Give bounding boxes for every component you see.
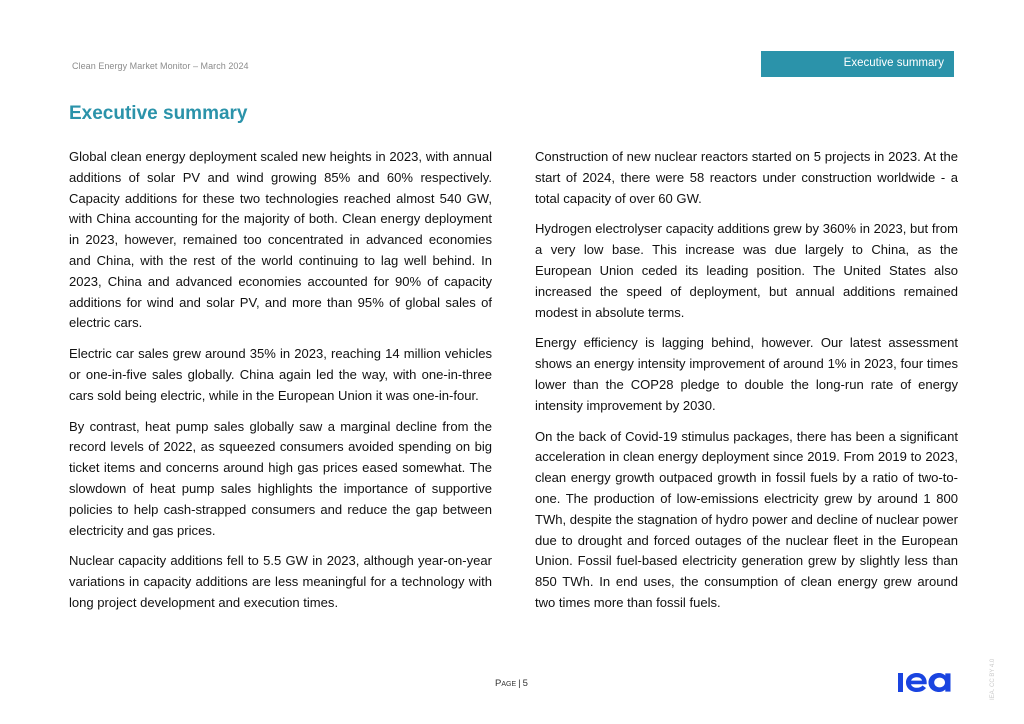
paragraph-energy-efficiency: Energy efficiency is lagging behind, however. Our latest assessment shows an energy intensity improvement of around 1% in 2023, four times lower than the COP28 pledge to double the long-run rate of energy intensity improvement by 2030.: [535, 335, 958, 413]
paragraph-clean-energy-deployment: Global clean energy deployment scaled new heights in 2023, with annual additions of solar PV and wind growing 85% and 60% respectively. Capacity additions for these two technologies reached almost 540 GW, with China accounting for the majority of both. Clean energy deployment in 2023, however, remained too concentrated in advanced economies and China, with the rest of the world continuing to lag well behind. In 2023, China and advanced economies accounted for 90% of capacity additions for wind and solar PV, and more than 95% of global sales of electric cars.: [69, 149, 492, 331]
paragraph-electric-cars: Electric car sales grew around 35% in 2023, reaching 14 million vehicles or one-in-five sales globally. China again led the way, with one-in-three cars sold being electric, while in the European Union it was one-in-four.: [69, 346, 492, 403]
left-column: [69, 147, 492, 624]
page-separator: |: [518, 678, 521, 689]
section-tab: Executive summary: [761, 51, 954, 77]
running-header: Clean Energy Market Monitor – March 2024: [72, 61, 249, 71]
page-number-value: 5: [522, 678, 528, 689]
license-text: IEA. CC BY 4.0: [990, 658, 996, 700]
paragraph-nuclear-construction: Construction of new nuclear reactors started on 5 projects in 2023. At the start of 2024, there were 58 reactors under construction worldwide - a total capacity of over 60 GW.: [535, 149, 958, 206]
page-title: Executive summary: [69, 103, 248, 124]
right-column: [535, 147, 958, 624]
iea-logo-icon: [898, 668, 956, 694]
page-label: Page: [495, 678, 517, 689]
page-number: [495, 678, 528, 689]
paragraph-nuclear-capacity: Nuclear capacity additions fell to 5.5 GW in 2023, although year-on-year variations in capacity additions are less meaningful for a technology with long project development and execution times.: [69, 553, 492, 610]
paragraph-covid-stimulus: On the back of Covid-19 stimulus packages, there has been a significant acceleration in clean energy deployment since 2019. From 2019 to 2023, clean energy growth outpaced growth in fossil fuels by a ratio of two-to-one. The production of low-emissions electricity grew by around 1 800 TWh, despite the stagnation of hydro power and decline of nuclear power due to drought and forced outages of the nuclear fleet in the European Union. Fossil fuel-based electricity generation grew by slightly less than 850 TWh. In end uses, the consumption of clean energy grew around two times more than fossil fuels.: [535, 428, 958, 610]
paragraph-heat-pumps: By contrast, heat pump sales globally saw a marginal decline from the record levels of 2022, as squeezed consumers avoided spending on big ticket items and concerns around high gas prices eased somewhat. The slowdown of heat pump sales highlights the importance of supportive policies to help cash-strapped consumers and reduce the gap between electricity and gas prices.: [69, 418, 492, 538]
paragraph-hydrogen: Hydrogen electrolyser capacity additions grew by 360% in 2023, but from a very low base. This increase was due largely to China, as the European Union ceded its leading position. The United States also increased the speed of deployment, but annual additions remained modest in absolute terms.: [535, 221, 958, 320]
